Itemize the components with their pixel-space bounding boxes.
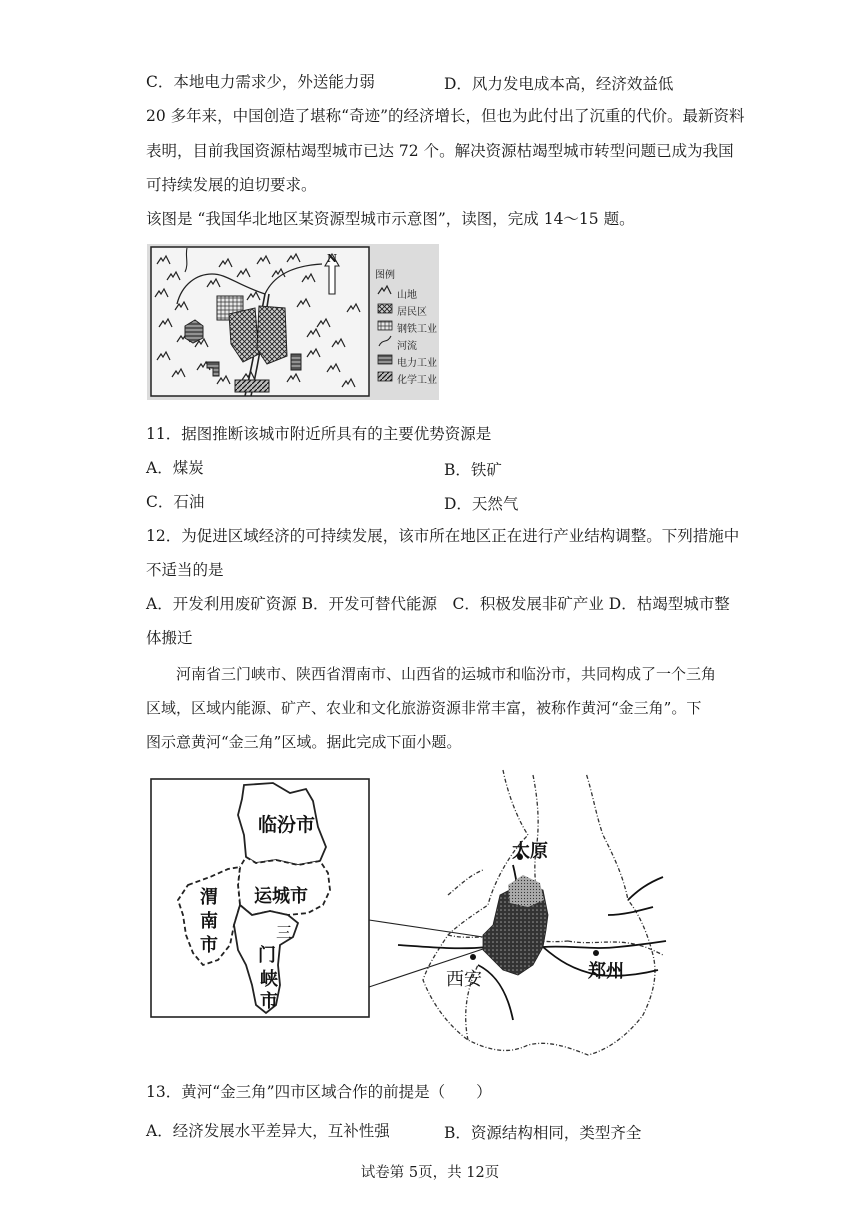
q13-stem: 13．黄河“金三角”四市区域合作的前提是（ ） [146,1083,492,1101]
q12-options-line2: 体搬迁 [146,629,193,647]
passage2-line2: 区域，区域内能源、矿产、农业和文化旅游资源非常丰富，被称作黄河“金三角”。下 [146,699,702,717]
label-taiyuan: 太原 [512,841,548,862]
q11-option-a: A．煤炭 [146,459,204,477]
label-linfen: 临汾市 [258,814,316,836]
label-weinan-2: 南 [200,911,218,932]
legend-chemical: 化学工业 [397,375,437,386]
resource-city-map-drawing [147,244,439,400]
q13-option-b: B．资源结构相同，类型齐全 [444,1124,642,1142]
passage2-line1: 河南省三门峡市、陕西省渭南市、山西省的运城市和临汾市，共同构成了一个三角 [176,665,717,683]
q11-stem: 11．据图推断该城市附近所具有的主要优势资源是 [146,425,492,443]
q12-stem-line1: 12．为促进区域经济的可持续发展，该市所在地区正在进行产业结构调整。下列措施中 [146,527,740,545]
q11-option-d: D．天然气 [444,495,519,513]
figure1-intro: 该图是 “我国华北地区某资源型城市示意图”，读图，完成 14～15 题。 [146,210,635,228]
passage1-line3: 可持续发展的迫切要求。 [146,176,317,194]
label-sanmenxia-1: 三 [276,923,293,942]
passage1-line2: 表明，目前我国资源枯竭型城市已达 72 个。解决资源枯竭型城市转型问题已成为我国 [146,142,734,160]
legend-mountain: 山地 [397,290,417,301]
q13-option-a: A．经济发展水平差异大，互补性强 [146,1122,390,1140]
label-xian: 西安 [446,969,482,990]
golden-triangle-map-drawing [148,765,668,1060]
q12-options-line1: A．开发利用废矿资源 B．开发可替代能源 C．积极发展非矿产业 D．枯竭型城市整 [146,595,730,613]
q10-option-d: D．风力发电成本高，经济效益低 [444,75,674,93]
label-weinan-3: 市 [200,935,218,956]
passage1-line1: 20 多年来，中国创造了堪称“奇迹”的经济增长，但也为此付出了沉重的代价。最新资料 [146,107,745,125]
legend-steel: 钢铁工业 [397,324,437,335]
label-weinan-1: 渭 [200,887,218,908]
label-sanmenxia-3: 峡 [260,969,278,990]
golden-triangle-map [148,765,668,1060]
page-footer: 试卷第 5页，共 12页 [360,1165,500,1181]
label-yuncheng: 运城市 [254,886,308,907]
q10-option-c: C．本地电力需求少，外送能力弱 [146,73,375,91]
q11-option-b: B．铁矿 [444,461,502,479]
passage2-line3: 图示意黄河“金三角”区域。据此完成下面小题。 [146,733,462,751]
label-sanmenxia-2: 门 [258,945,276,966]
north-label: N [327,252,338,265]
label-sanmenxia-4: 市 [260,991,278,1012]
q11-option-c: C．石油 [146,493,205,511]
legend-power: 电力工业 [397,358,437,369]
label-zhengzhou: 郑州 [588,961,624,982]
legend-title: 图例 [375,270,395,281]
legend-river: 河流 [397,341,417,352]
q12-stem-line2: 不适当的是 [146,561,224,579]
legend-residential: 居民区 [397,307,427,318]
resource-city-map [147,244,439,400]
